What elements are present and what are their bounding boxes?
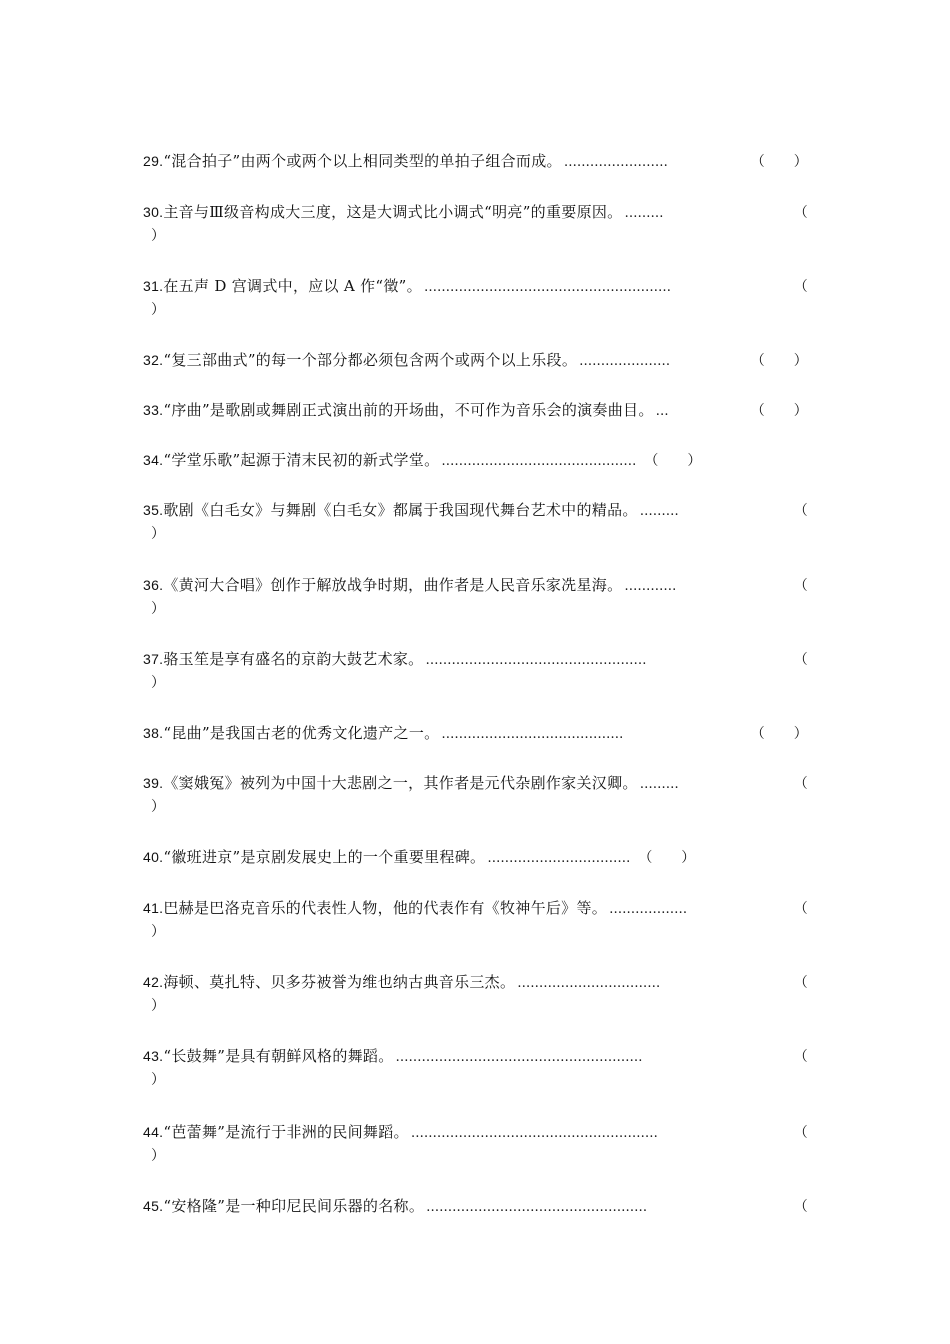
question-number: 33. (143, 402, 164, 418)
dot-leader: ……… (639, 777, 679, 792)
question-number: 41. (143, 900, 164, 916)
answer-blank-close: ） (151, 799, 166, 815)
answer-blank-close: ） (151, 924, 166, 940)
question-35 (143, 498, 808, 546)
answer-blank-close: ） (151, 228, 166, 244)
question-33 (143, 398, 808, 422)
question-text: 海顿、莫扎特、贝多芬被誉为维也纳古典音乐三杰。 (163, 973, 516, 991)
answer-blank[interactable]: （ ） (750, 353, 808, 369)
question-number: 37. (143, 651, 164, 667)
question-text: “混合拍子”由两个或两个以上相同类型的单拍子组合而成。 (163, 152, 562, 170)
answer-blank-open[interactable]: （ (793, 1199, 808, 1215)
question-38 (143, 721, 808, 745)
question-text: 骆玉笙是享有盛名的京韵大鼓艺术家。 (163, 650, 424, 668)
dot-leader: …………………………………………… (425, 653, 647, 668)
question-36 (143, 573, 808, 621)
dot-leader: ………… (624, 579, 677, 594)
question-text: “长鼓舞”是具有朝鲜风格的舞蹈。 (163, 1047, 394, 1065)
dot-leader: ……………… (609, 902, 688, 917)
answer-blank-close: ） (151, 1072, 166, 1088)
answer-blank[interactable]: （ ） (750, 726, 808, 742)
question-number: 31. (143, 278, 164, 294)
answer-blank-open[interactable]: （ (793, 776, 808, 792)
question-31 (143, 274, 808, 322)
question-text: “芭蕾舞”是流行于非洲的民间舞蹈。 (163, 1123, 409, 1141)
question-45 (143, 1194, 808, 1218)
question-text: “昆曲”是我国古老的优秀文化遗产之一。 (163, 724, 440, 742)
question-number: 42. (143, 974, 164, 990)
dot-leader: …………………………… (517, 976, 661, 991)
answer-blank-open[interactable]: （ (793, 1125, 808, 1141)
question-number: 29. (143, 153, 164, 169)
answer-blank-open[interactable]: （ (793, 503, 808, 519)
answer-blank-close: ） (151, 998, 166, 1014)
question-29 (143, 149, 808, 173)
question-number: 35. (143, 502, 164, 518)
answer-blank[interactable]: （ ） (644, 453, 702, 469)
question-text: “安格隆”是一种印尼民间乐器的名称。 (163, 1197, 425, 1215)
question-number: 39. (143, 775, 164, 791)
question-text: 巴赫是巴洛克音乐的代表性人物，他的代表作有《牧神午后》等。 (163, 899, 608, 917)
answer-blank-close: ） (151, 526, 166, 542)
question-34 (143, 448, 808, 472)
question-number: 32. (143, 352, 164, 368)
dot-leader: ……… (639, 504, 679, 519)
question-text: “徽班进京”是京剧发展史上的一个重要里程碑。 (163, 848, 486, 866)
question-40 (143, 845, 808, 869)
question-43 (143, 1044, 808, 1092)
question-number: 45. (143, 1198, 164, 1214)
answer-blank-open[interactable]: （ (793, 901, 808, 917)
answer-blank-open[interactable]: （ (793, 975, 808, 991)
question-number: 36. (143, 577, 164, 593)
dot-leader: …………………… (563, 155, 668, 170)
answer-blank[interactable]: （ ） (638, 850, 696, 866)
dot-leader: ………………… (579, 354, 671, 369)
question-37 (143, 647, 808, 695)
question-44 (143, 1120, 808, 1168)
dot-leader: ………………………………………………… (423, 280, 671, 295)
question-text: 《窦娥冤》被列为中国十大悲剧之一，其作者是元代杂剧作家关汉卿。 (163, 774, 638, 792)
answer-blank-open[interactable]: （ (793, 279, 808, 295)
answer-blank-open[interactable]: （ (793, 205, 808, 221)
question-number: 43. (143, 1048, 164, 1064)
dot-leader: ……………………………………… (441, 454, 637, 469)
answer-blank-open[interactable]: （ (793, 1049, 808, 1065)
question-39 (143, 771, 808, 819)
answer-blank-open[interactable]: （ (793, 578, 808, 594)
answer-blank-close: ） (151, 1148, 166, 1164)
answer-blank[interactable]: （ ） (750, 154, 808, 170)
question-text: 《黄河大合唱》创作于解放战争时期，曲作者是人民音乐家冼星海。 (163, 576, 623, 594)
question-30 (143, 200, 808, 248)
dot-leader: …………………………………… (441, 727, 624, 742)
dot-leader: ……… (624, 206, 664, 221)
question-text: 主音与Ⅲ级音构成大三度，这是大调式比小调式“明亮”的重要原因。 (163, 203, 623, 221)
question-number: 30. (143, 204, 164, 220)
question-number: 38. (143, 725, 164, 741)
answer-blank-close: ） (151, 675, 166, 691)
question-42 (143, 970, 808, 1018)
question-number: 34. (143, 452, 164, 468)
question-number: 44. (143, 1124, 164, 1140)
question-text: “学堂乐歌”起源于清末民初的新式学堂。 (163, 451, 440, 469)
question-text: 在五声 D 宫调式中，应以 A 作“徵”。 (163, 277, 422, 295)
answer-blank-close: ） (151, 601, 166, 617)
dot-leader: …………………………………………… (426, 1200, 648, 1215)
question-text: 歌剧《白毛女》与舞剧《白毛女》都属于我国现代舞台艺术中的精品。 (163, 501, 638, 519)
question-41 (143, 896, 808, 944)
question-32 (143, 348, 808, 372)
answer-blank-close: ） (151, 302, 166, 318)
question-text: “复三部曲式”的每一个部分都必须包含两个或两个以上乐段。 (163, 351, 578, 369)
question-number: 40. (143, 849, 164, 865)
answer-blank[interactable]: （ ） (750, 403, 808, 419)
dot-leader: ………………………………………………… (410, 1126, 658, 1141)
dot-leader: …………………………… (487, 851, 631, 866)
question-text: “序曲”是歌剧或舞剧正式演出前的开场曲，不可作为音乐会的演奏曲目。 (163, 401, 654, 419)
dot-leader: … (655, 404, 669, 419)
answer-blank-open[interactable]: （ (793, 652, 808, 668)
dot-leader: ………………………………………………… (395, 1050, 643, 1065)
